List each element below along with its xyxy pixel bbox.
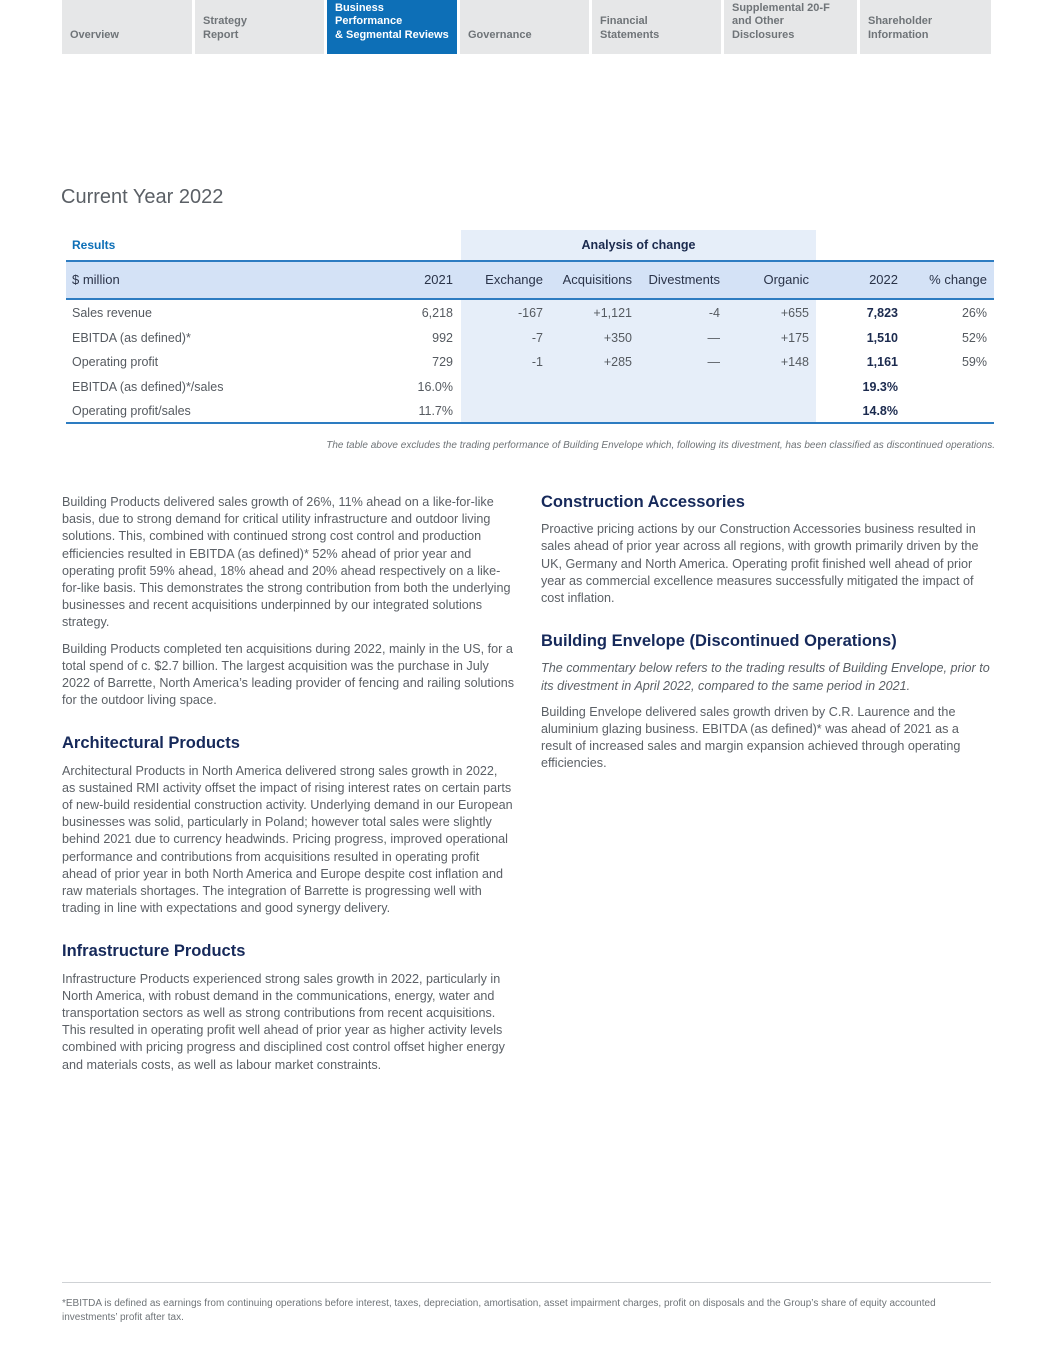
col-header-exchange: Exchange bbox=[485, 272, 543, 287]
building-envelope-intro: The commentary below refers to the trading results of Building Envelope, prior to its divestment in April 2022, compared to the same period in 2021. bbox=[541, 661, 990, 693]
table-row: EBITDA (as defined)*/sales 16.0% 19.3% bbox=[72, 379, 898, 394]
table-row: EBITDA (as defined)* 992 -7 +350 — +175 1,510 52% bbox=[72, 330, 987, 345]
col-header-change: % change bbox=[929, 272, 987, 287]
intro-paragraph-1: Building Products delivered sales growth of 26%, 11% ahead on a like-for-like basis, due to strong demand for critical utility infrastructure and outdoor living solutions. This, combined with continued strong cost control and production efficiencies resulted in EBITDA (as defined)* 52% ahead of prior year and operating profit 59% ahead, 18% ahead and 20% ahead respectively on a like-for-like basis. This demonstrates the strong contribution from both the underlying businesses and recent acquisitions underpinned by our integrated solutions strategy. bbox=[62, 495, 511, 630]
col-header-organic: Organic bbox=[763, 272, 809, 287]
table-bottom-rule bbox=[66, 422, 994, 424]
table-row: Operating profit/sales 11.7% 14.8% bbox=[72, 404, 898, 418]
building-envelope-paragraph: Building Envelope delivered sales growth driven by C.R. Laurence and the aluminium glazing business. EBITDA (as defined)* was ahead of 2021 as a result of increased sales and margin expansion achieved through operating efficiencies. bbox=[541, 704, 961, 771]
infrastructure-products-heading: Infrastructure Products bbox=[62, 942, 246, 961]
tab-overview[interactable]: Overview bbox=[62, 0, 192, 54]
table-header-row bbox=[66, 260, 994, 300]
col-header-metric: $ million bbox=[72, 272, 120, 287]
left-column bbox=[62, 494, 514, 1083]
tab-shareholder-information[interactable]: Shareholder Information bbox=[860, 0, 991, 54]
tab-strategy-report[interactable]: Strategy Report bbox=[195, 0, 324, 54]
col-header-divestments: Divestments bbox=[648, 272, 720, 287]
tab-governance[interactable]: Governance bbox=[460, 0, 589, 54]
construction-accessories-heading: Construction Accessories bbox=[541, 493, 745, 511]
col-header-2021: 2021 bbox=[424, 272, 453, 287]
architectural-products-paragraph: Architectural Products in North America delivered strong sales growth in 2022, as sustained RMI activity offset the impact of rising interest rates on certain parts of new-build residential construction activity. Underlying demand in our European businesses was solid, particularly in Poland; however total sales were slightly behind 2021 due to currency headwinds. Pricing progress, improved operational performance and contributions from acquisitions resulted in operating profit ahead of prior year in both North America and Europe despite cost inflation and raw materials shortages. The integration of Barrette is progressing well with trading in line with expectations and good synergy delivery. bbox=[62, 763, 513, 916]
intro-paragraph-2: Building Products completed ten acquisitions during 2022, mainly in the US, for a total spend of c. $2.7 billion. The largest acquisition was the purchase in July 2022 of Barrette, North America’s leading provider of fencing and railing solutions for the outdoor living space. bbox=[62, 641, 515, 708]
section-nav bbox=[62, 0, 991, 54]
tab-business-performance[interactable]: Business Performance & Segmental Reviews bbox=[327, 0, 457, 54]
results-label: Results bbox=[72, 238, 116, 252]
construction-accessories-paragraph: Proactive pricing actions by our Construction Accessories business resulted in sales ahead of prior year across all regions, with growth primarily driven by the UK, Germany and North America. Operating profit finished well ahead of prior year as commercial excellence measures successfully mitigated the impact of cost inflation. bbox=[541, 522, 979, 606]
tab-supplemental-20f[interactable]: Supplemental 20-F and Other Disclosures bbox=[724, 0, 857, 54]
table-row: Sales revenue 6,218 -167 +1,121 -4 +655 7,823 26% bbox=[72, 306, 987, 320]
tab-financial-statements[interactable]: Financial Statements bbox=[592, 0, 721, 54]
ebitda-footnote: *EBITDA is defined as earnings from continuing operations before interest, taxes, depreciation, amortisation, asset impairment charges, profit on disposals and the Group’s share of equity accounted investments’ profit after tax. bbox=[62, 1298, 936, 1323]
infrastructure-products-paragraph: Infrastructure Products experienced strong sales growth in 2022, particularly in North America, with robust demand in the communications, energy, water and transportation sectors as well as strong contributions from recent acquisitions. This resulted in operating profit well ahead of prior year as higher activity levels combined with pricing progress and disciplined cost control offset higher energy and materials costs, as well as labour market constraints. bbox=[62, 971, 505, 1072]
table-row: Operating profit 729 -1 +285 — +148 1,161 59% bbox=[72, 355, 987, 369]
col-header-acquisitions: Acquisitions bbox=[562, 272, 632, 287]
analysis-of-change-label: Analysis of change bbox=[581, 238, 696, 252]
table-note: The table above excludes the trading performance of Building Envelope which, following its divestment, has been classified as discontinued operations. bbox=[326, 440, 995, 451]
col-header-2022: 2022 bbox=[869, 272, 898, 287]
building-envelope-heading: Building Envelope (Discontinued Operations) bbox=[541, 632, 897, 651]
page-title: Current Year 2022 bbox=[61, 186, 224, 208]
footnote-divider bbox=[62, 1282, 991, 1283]
right-column bbox=[541, 494, 991, 782]
architectural-products-heading: Architectural Products bbox=[62, 734, 240, 753]
